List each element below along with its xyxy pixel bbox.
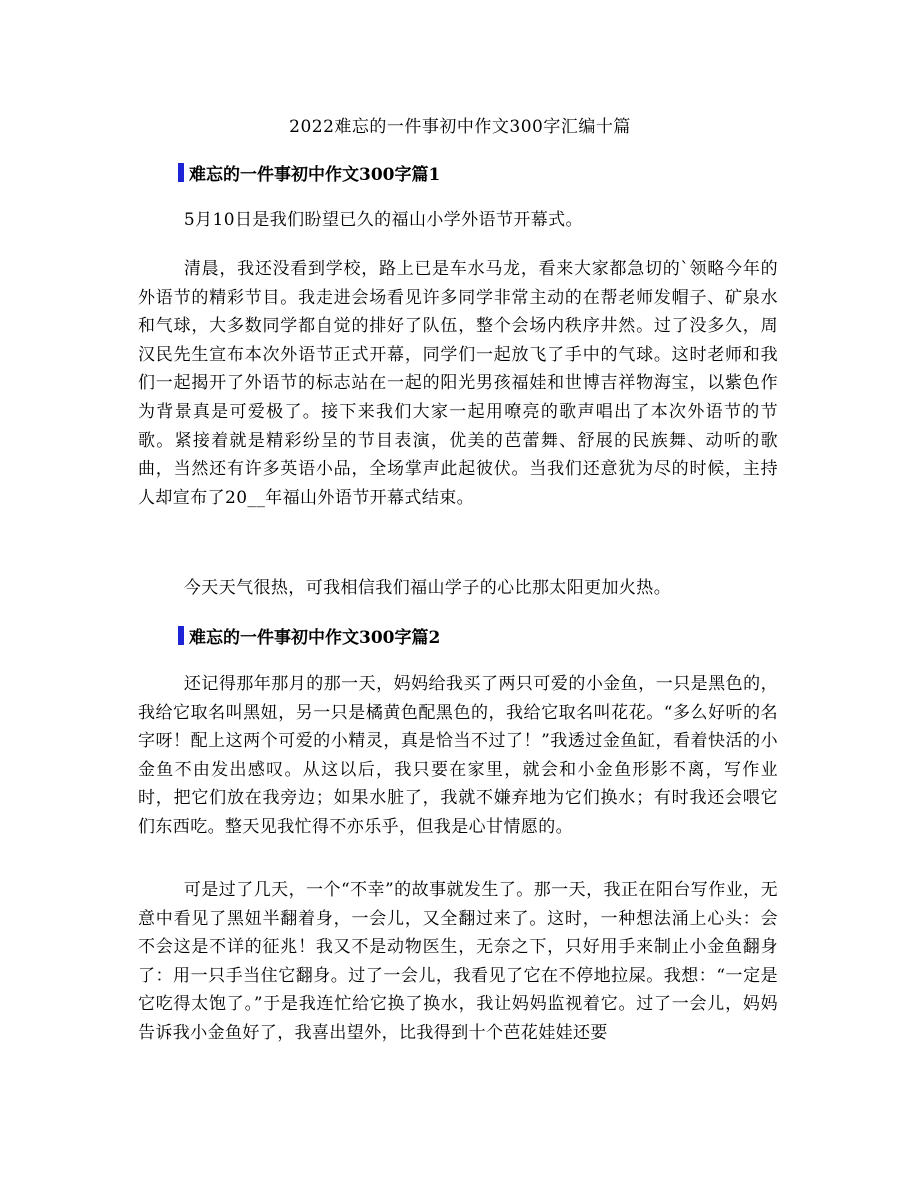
section-heading-1-text: 难忘的一件事初中作文300字篇1 xyxy=(189,165,441,185)
section-heading-2-text: 难忘的一件事初中作文300字篇2 xyxy=(189,628,441,648)
heading-marker-icon xyxy=(178,163,184,182)
paragraph: 今天天气很热，可我相信我们福山学子的心比那太阳更加火热。 xyxy=(183,578,672,598)
section-heading-2 xyxy=(178,623,440,648)
paragraph: 清晨，我还没看到学校，路上已是车水马龙，看来大家都急切的`领略今年的外语节的精彩节目。我走进会场看见许多同学非常主动的在帮老师发帽子、矿泉水和气球，大多数同学都自觉的排好了队伍，整个会场内秩序井然。过了没多久，周汉民先生宣布本次外语节正式开幕，同学们一起放飞了手中的气球。这时老师和我们一起揭开了外语节的标志站在一起的阳光男孩福娃和世博吉祥物海宝，以紫色作为背景真是可爱极了。接下来我们大家一起用嘹亮的歌声唱出了本次外语节的节歌。紧接着就是精彩纷呈的节目表演，优美的芭蕾舞、舒展的民族舞、动听的歌曲，当然还有许多英语小品，全场掌声此起彼伏。当我们还意犹为尽的时候，主持人却宣布了20__年福山外语节开幕式结束。 xyxy=(138,259,778,508)
section-heading-1 xyxy=(178,160,440,185)
document-title: 2022难忘的一件事初中作文300字汇编十篇 xyxy=(289,117,631,137)
paragraph: 5月10日是我们盼望已久的福山小学外语节开幕式。 xyxy=(183,210,583,230)
heading-marker-icon xyxy=(178,626,184,645)
paragraph: 可是过了几天，一个“不幸”的故事就发生了。那一天，我正在阳台写作业，无意中看见了黑妞半翻着身，一会儿，又全翻过来了。这时，一种想法涌上心头：会不会这是不详的征兆！我又不是动物医生，无奈之下，只好用手来制止小金鱼翻身了：用一只手当住它翻身。过了一会儿，我看见了它在不停地拉屎。我想：“一定是它吃得太饱了。”于是我连忙给它换了换水，我让妈妈监视着它。过了一会儿，妈妈告诉我小金鱼好了，我喜出望外，比我得到十个芭花娃娃还要 xyxy=(138,880,778,1043)
paragraph: 还记得那年那月的那一天，妈妈给我买了两只可爱的小金鱼，一只是黑色的，我给它取名叫黑妞，另一只是橘黄色配黑色的，我给它取名叫花花。“多么好听的名字呀！配上这两个可爱的小精灵，真是恰当不过了！”我透过金鱼缸，看着快活的小金鱼不由发出感叹。从这以后，我只要在家里，就会和小金鱼形影不离，写作业时，把它们放在我旁边；如果水脏了，我就不嫌弃地为它们换水；有时我还会喂它们东西吃。整天见我忙得不亦乐乎，但我是心甘情愿的。 xyxy=(138,674,778,837)
